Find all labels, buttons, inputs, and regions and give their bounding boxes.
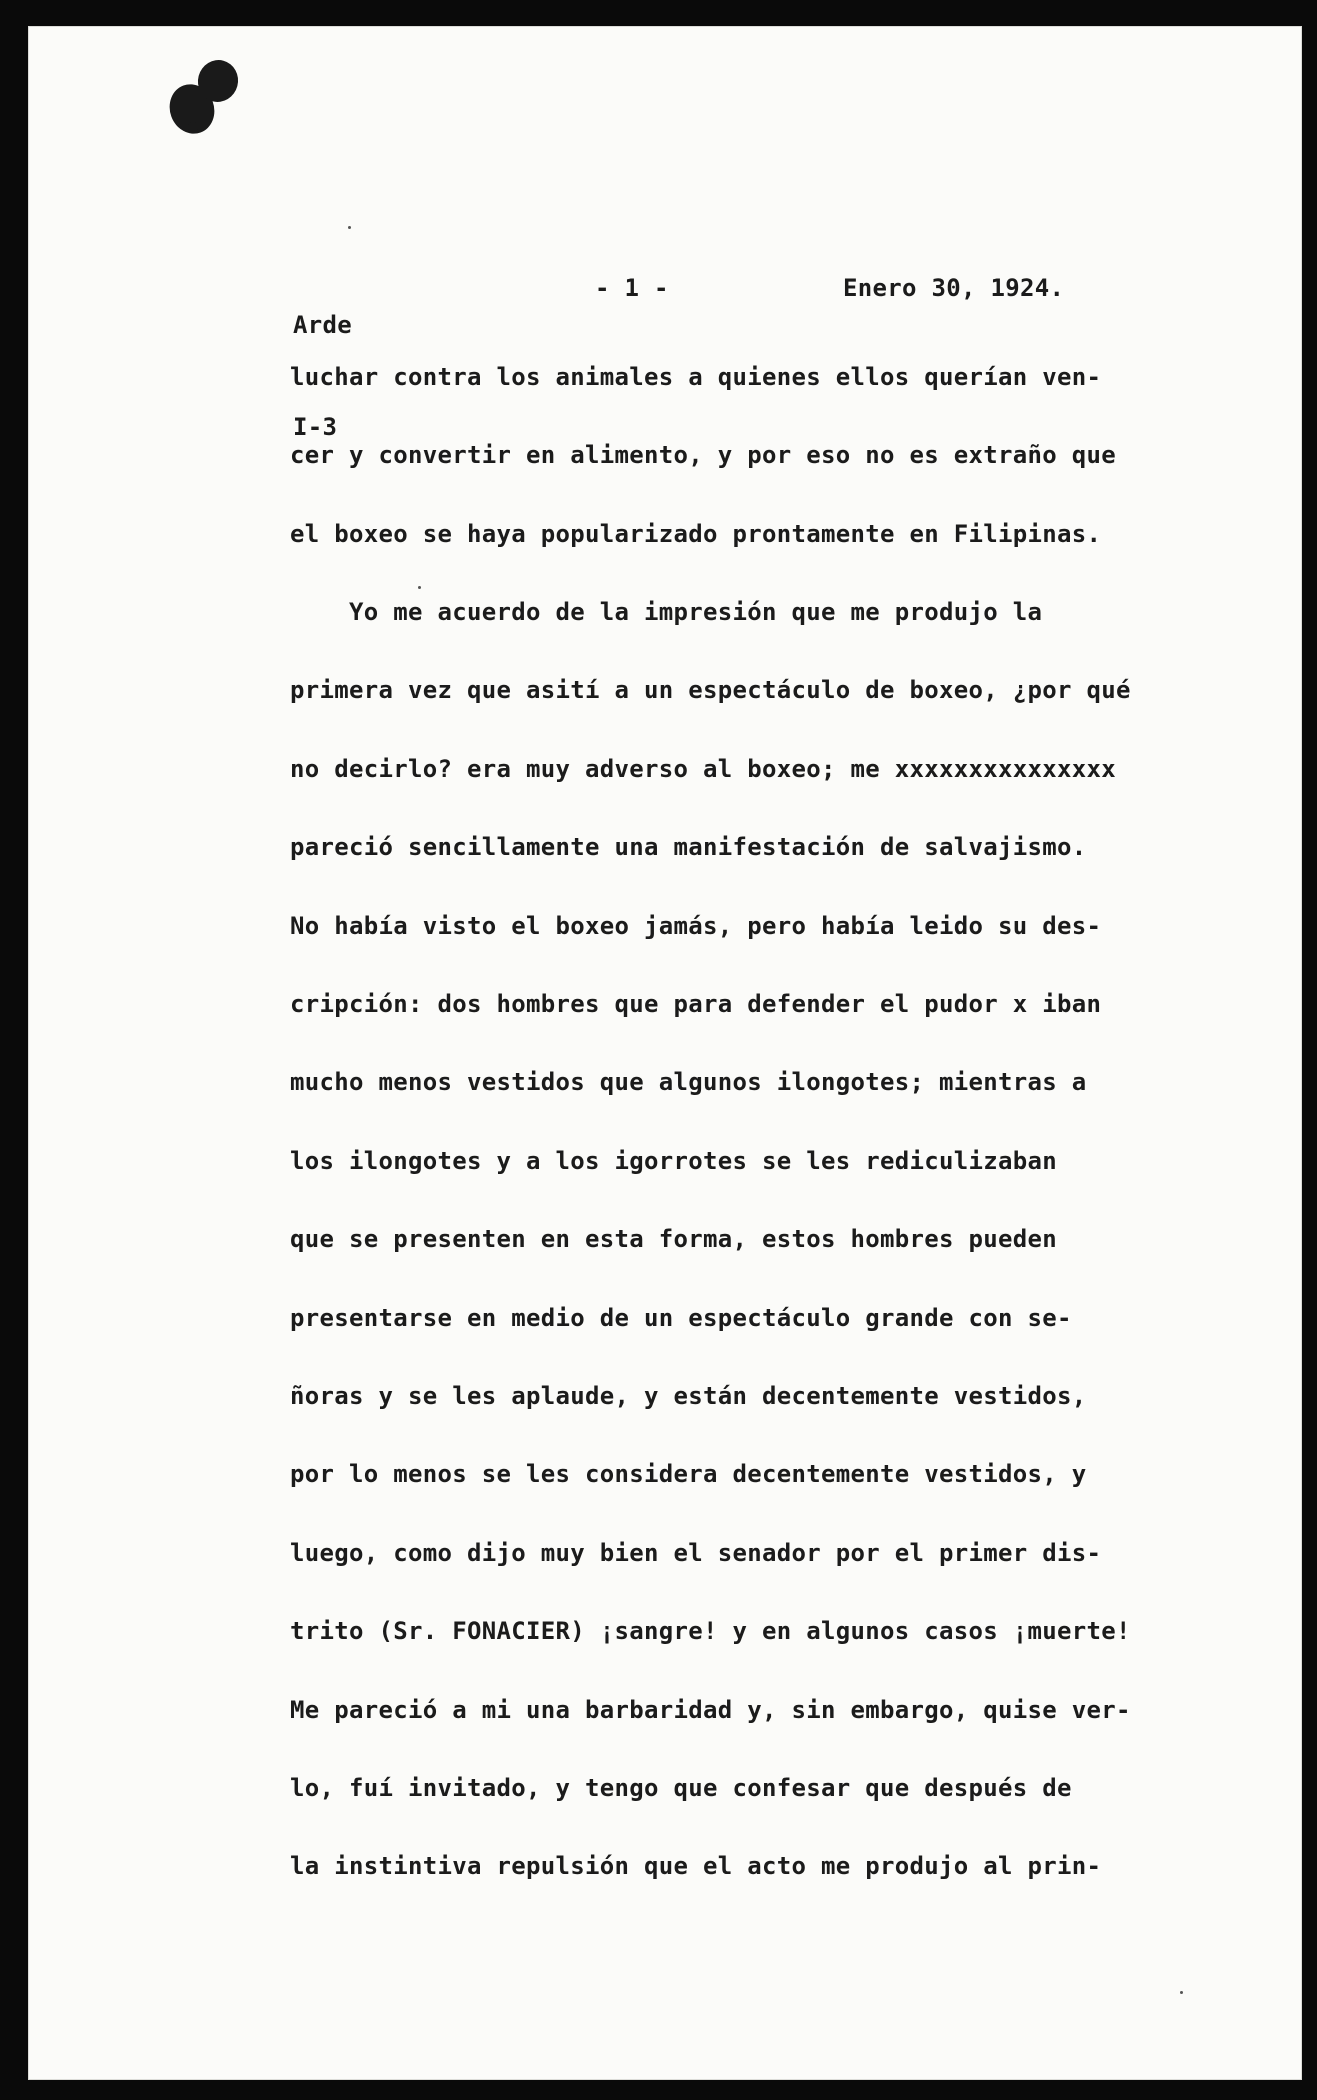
body-text-line: lo, fuí invitado, y tengo que confesar que después de: [290, 1774, 1072, 1802]
body-text-line: Yo me acuerdo de la impresión que me produjo la: [290, 598, 1043, 626]
document-date: Enero 30, 1924.: [843, 274, 1065, 302]
paper-speck: [1180, 1991, 1183, 1994]
body-text-line: luchar contra los animales a quienes ellos querían ven-: [290, 363, 1102, 391]
body-text-line: pareció sencillamente una manifestación de salvajismo.: [290, 833, 1087, 861]
paper-speck: [348, 226, 351, 229]
body-text-line: que se presenten en esta forma, estos hombres pueden: [290, 1225, 1057, 1253]
body-text-line: ñoras y se les aplaude, y están decentemente vestidos,: [290, 1382, 1087, 1410]
body-text-line: cripción: dos hombres que para defender el pudor x iban: [290, 990, 1102, 1018]
body-text-line: No había visto el boxeo jamás, pero había leido su des-: [290, 912, 1102, 940]
body-text-line: por lo menos se les considera decentemente vestidos, y: [290, 1460, 1087, 1488]
body-text-line: cer y convertir en alimento, y por eso no es extraño que: [290, 441, 1116, 469]
body-text-line: luego, como dijo muy bien el senador por el primer dis-: [290, 1539, 1102, 1567]
document-page: [28, 26, 1302, 2080]
ink-blot: [188, 122, 198, 132]
body-text-line: la instintiva repulsión que el acto me produjo al prin-: [290, 1852, 1102, 1880]
document-code-line: I-3: [293, 413, 338, 441]
body-text-line: trito (Sr. FONACIER) ¡sangre! y en algunos casos ¡muerte!: [290, 1617, 1131, 1645]
body-text-line: primera vez que asití a un espectáculo de boxeo, ¿por qué: [290, 676, 1131, 704]
document-code-line: Arde: [293, 311, 352, 339]
body-text-line: mucho menos vestidos que algunos ilongotes; mientras a: [290, 1068, 1087, 1096]
body-text-line: no decirlo? era muy adverso al boxeo; me xxxxxxxxxxxxxxx: [290, 755, 1116, 783]
body-text-line: los ilongotes y a los igorrotes se les rediculizaban: [290, 1147, 1057, 1175]
paper-speck: [418, 586, 421, 589]
page-number: - 1 -: [595, 274, 669, 302]
body-text-line: presentarse en medio de un espectáculo grande con se-: [290, 1304, 1072, 1332]
body-text-line: Me pareció a mi una barbaridad y, sin embargo, quise ver-: [290, 1696, 1131, 1724]
body-text-line: el boxeo se haya popularizado prontamente en Filipinas.: [290, 520, 1102, 548]
